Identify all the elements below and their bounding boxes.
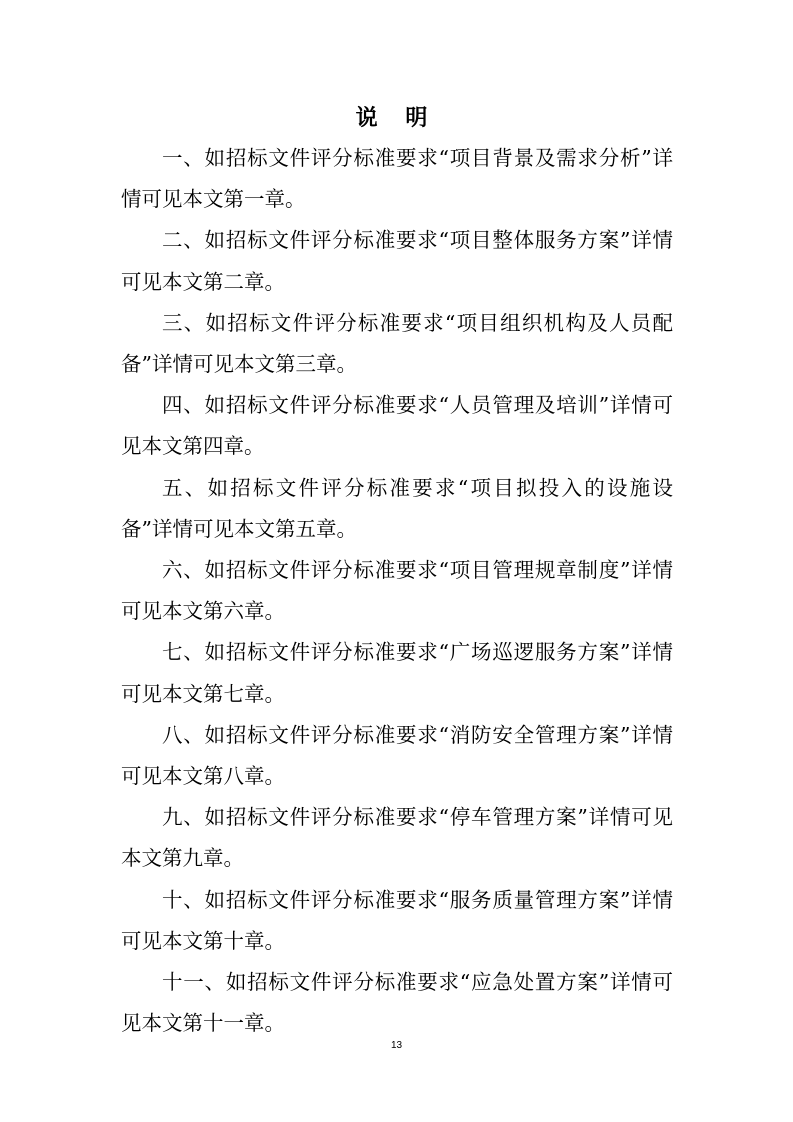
page-title: 说 明 — [355, 105, 438, 131]
paragraph-chapter-5: 五、如招标文件评分标准要求“项目拟投入的设施设备”详情可见本文第五章。 — [121, 475, 673, 541]
paragraph-chapter-2: 二、如招标文件评分标准要求“项目整体服务方案”详情可见本文第二章。 — [121, 228, 673, 294]
paragraph-chapter-9: 九、如招标文件评分标准要求“停车管理方案”详情可见本文第九章。 — [121, 805, 673, 871]
paragraph-chapter-1: 一、如招标文件评分标准要求“项目背景及需求分析”详情可见本文第一章。 — [121, 146, 673, 212]
page-number: 13 — [390, 1040, 403, 1051]
paragraph-chapter-11: 十一、如招标文件评分标准要求“应急处置方案”详情可见本文第十一章。 — [121, 970, 673, 1036]
paragraph-chapter-7: 七、如招标文件评分标准要求“广场巡逻服务方案”详情可见本文第七章。 — [121, 640, 673, 706]
paragraph-chapter-4: 四、如招标文件评分标准要求“人员管理及培训”详情可见本文第四章。 — [121, 393, 673, 459]
document-body — [121, 138, 673, 1044]
paragraph-chapter-3: 三、如招标文件评分标准要求“项目组织机构及人员配备”详情可见本文第三章。 — [121, 310, 673, 377]
paragraph-chapter-10: 十、如招标文件评分标准要求“服务质量管理方案”详情可见本文第十章。 — [121, 887, 673, 953]
paragraph-chapter-8: 八、如招标文件评分标准要求“消防安全管理方案”详情可见本文第八章。 — [121, 722, 673, 789]
paragraph-chapter-6: 六、如招标文件评分标准要求“项目管理规章制度”详情可见本文第六章。 — [121, 558, 673, 624]
